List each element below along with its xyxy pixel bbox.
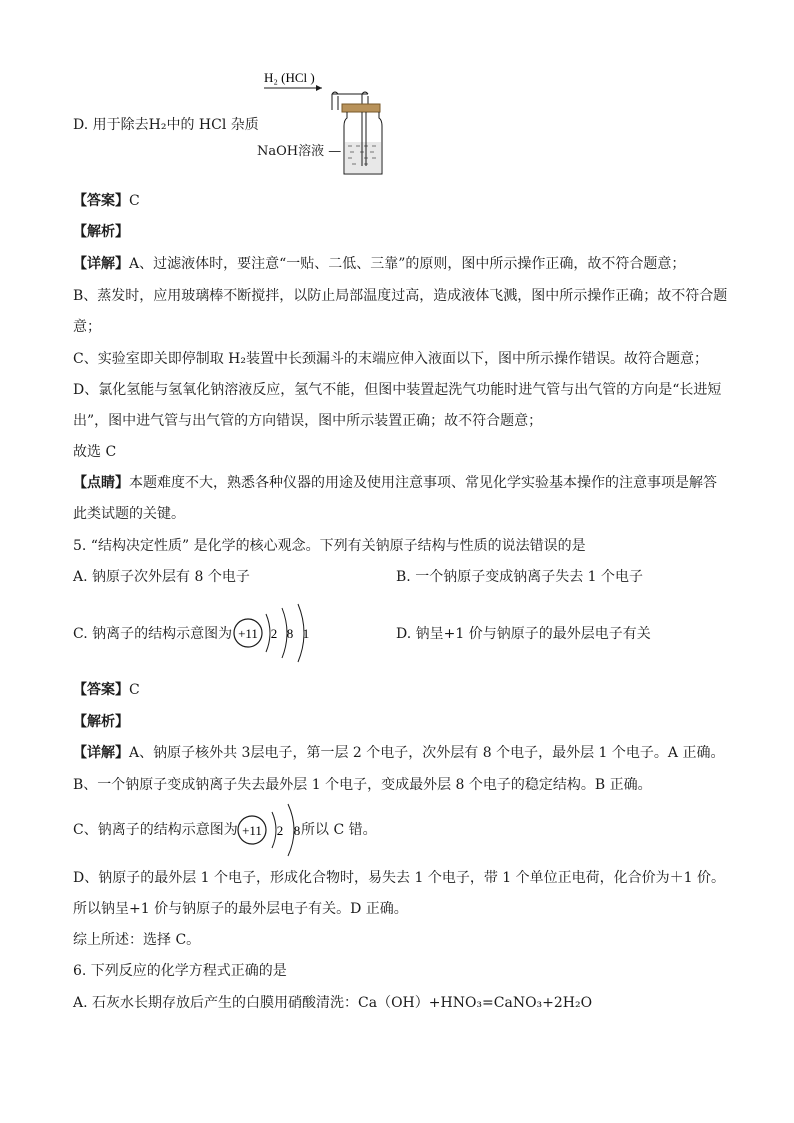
q4-detail-line-c: C、实验室即关即停制取 H₂装置中长颈漏斗的末端应伸入液面以下，图中所示操作错误。故符合题意； bbox=[73, 351, 708, 367]
q5-summary: 综上所述：选择 C。 bbox=[73, 932, 201, 948]
q4-detail-line-d2: 出”，图中进气管与出气管的方向错误，图中所示装置正确；故不符合题意； bbox=[73, 413, 543, 429]
svg-text:2: 2 bbox=[276, 823, 284, 838]
q4-analysis-heading: 【解析】 bbox=[73, 224, 129, 240]
q4-comment-line2: 此类试题的关键。 bbox=[73, 506, 185, 522]
gas-washing-bottle-figure bbox=[250, 66, 390, 178]
svg-text:2: 2 bbox=[270, 626, 278, 641]
q6-question: 6. 下列反应的化学方程式正确的是 bbox=[73, 963, 287, 979]
q5-option-d: D. 钠呈+1 价与钠原子的最外层电子有关 bbox=[396, 626, 651, 642]
q4-detail-line-a: 【详解】A、过滤液体时，要注意“一贴、二低、三靠”的原则，图中所示操作正确，故不符合题意； bbox=[73, 256, 686, 272]
q5-detail-line-d2: 所以钠呈+1 价与钠原子的最外层电子有关。D 正确。 bbox=[73, 901, 408, 917]
q5-detail-line-c-pre: C、钠离子的结构示意图为 bbox=[73, 822, 238, 838]
q5-detail-line-c-post: 所以 C 错。 bbox=[301, 822, 377, 838]
q5-detail-line-b: B、一个钠原子变成钠离子失去最外层 1 个电子，变成最外层 8 个电子的稳定结构。B 正确。 bbox=[73, 777, 652, 793]
q5-option-c: C. 钠离子的结构示意图为 bbox=[73, 626, 233, 642]
sodium-atom-diagram bbox=[230, 600, 320, 664]
q4-detail-line-d: D、氯化氢能与氢氧化钠溶液反应，氢气不能，但图中装置起洗气功能时进气管与出气管的方向是“长进短 bbox=[73, 382, 722, 398]
gas-label: H₂ (HCl ) bbox=[264, 70, 315, 85]
option-d-text: D. 用于除去H₂中的 HCl 杂质 bbox=[73, 117, 259, 133]
svg-text:8: 8 bbox=[293, 823, 301, 838]
q4-detail-line-b2: 意； bbox=[73, 319, 101, 335]
q5-detail-line-a: 【详解】A、钠原子核外共 3层电子，第一层 2 个电子，次外层有 8 个电子，最外层 1 个电子。A 正确。 bbox=[73, 745, 725, 761]
q6-option-a: A. 石灰水长期存放后产生的白膜用硝酸清洗：Ca（OH）+HNO₃=CaNO₃+2H₂O bbox=[73, 995, 593, 1011]
svg-text:8: 8 bbox=[286, 626, 294, 641]
q4-comment-line1: 【点睛】本题难度不大，熟悉各种仪器的用途及使用注意事项、常见化学实验基本操作的注意事项是解答 bbox=[73, 475, 717, 491]
q4-detail-line-b: B、蒸发时，应用玻璃棒不断搅拌，以防止局部温度过高，造成液体飞溅，图中所示操作正确；故不符合题 bbox=[73, 288, 728, 304]
q4-conclusion: 故选 C bbox=[73, 444, 117, 460]
svg-text:1: 1 bbox=[302, 626, 310, 641]
q5-detail-line-d1: D、钠原子的最外层 1 个电子，形成化合物时，易失去 1 个电子，带 1 个单位正电荷，化合价为＋1 价。 bbox=[73, 870, 726, 886]
q4-answer: 【答案】C bbox=[73, 193, 140, 209]
sodium-ion-diagram bbox=[234, 798, 308, 862]
q5-analysis-heading: 【解析】 bbox=[73, 714, 129, 730]
q5-answer: 【答案】C bbox=[73, 682, 140, 698]
q5-option-b: B. 一个钠原子变成钠离子失去 1 个电子 bbox=[396, 569, 643, 585]
svg-text:+11: +11 bbox=[238, 626, 258, 641]
svg-text:+11: +11 bbox=[242, 823, 262, 838]
q5-question: 5. “结构决定性质” 是化学的核心观念。下列有关钠原子结构与性质的说法错误的是 bbox=[73, 538, 586, 554]
q5-option-a: A. 钠原子次外层有 8 个电子 bbox=[73, 569, 250, 585]
naoh-label: NaOH溶液 — bbox=[257, 144, 342, 159]
